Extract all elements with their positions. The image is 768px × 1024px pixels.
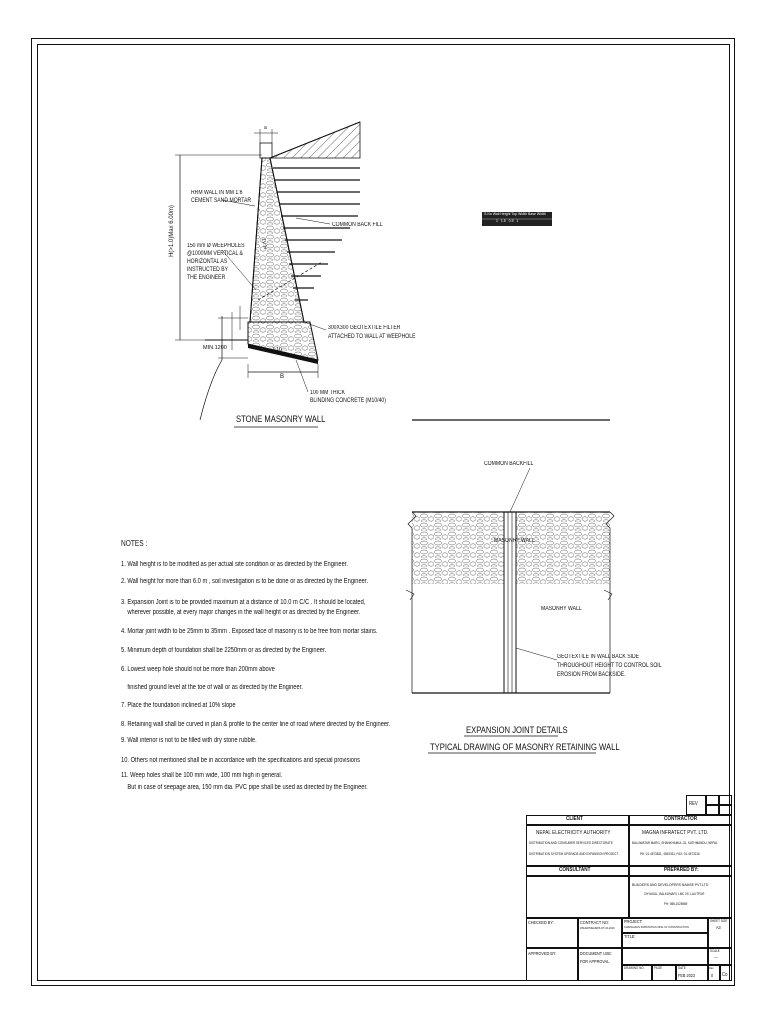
document-value: FOR APPROVAL <box>580 959 610 964</box>
title-label: TITLE: <box>624 934 636 939</box>
label-expansion-geotextile <box>557 654 662 678</box>
rev-no-label: Rev. <box>709 966 715 970</box>
label-blinding-concrete <box>310 390 386 404</box>
label-blinding-line1: 100 MM THICK <box>310 390 346 396</box>
consultant-content-cell <box>526 876 629 918</box>
sheet-size-value: A3 <box>716 925 721 930</box>
date-label: DATE <box>678 966 686 970</box>
contract-label: CONTRACT NO: <box>580 920 610 925</box>
label-weepholes <box>187 243 245 281</box>
scale-value: --- <box>714 955 718 960</box>
page-label: PAGE <box>654 966 663 970</box>
slope-label: 1:10 <box>272 347 282 353</box>
rev-label: REV <box>689 801 698 807</box>
label-weepholes-line4: INSTRUCTED BY <box>187 267 229 273</box>
note-item: 3. Expansion Joint is to be provided maximum at a distance of 10.0 m C/C . It should be located, <box>121 599 366 606</box>
rev-box-3 <box>706 805 719 815</box>
scale-label: SCALE <box>710 949 720 953</box>
label-weepholes-line3: HORIZONTAL AS <box>187 259 228 265</box>
mark-value: Co <box>722 972 728 978</box>
project-label: PROJECT: <box>624 919 643 924</box>
client-name: NEPAL ELECTRICITY AUTHORITY <box>536 830 611 836</box>
label-rrm-line2: CEMENT SAND MORTAR <box>191 198 252 204</box>
note-item: 4. Mortar joint width to be 25mm to 35mm . Exposed face of masonry is to be free from mortar stains. <box>121 628 378 635</box>
rev-box-1 <box>706 795 719 805</box>
document-label: DOCUMENT USE: <box>580 951 613 956</box>
table-stub-row: 1 1.5 0.5 1 <box>496 219 519 223</box>
title-block <box>526 795 732 981</box>
stone-wall-title: STONE MASONRY WALL <box>236 414 326 424</box>
min-dimension-label: MIN.1200 <box>203 345 227 351</box>
label-expansion-masonry-upper: MASONRY WALL <box>494 538 535 544</box>
rev-no-value: 0 <box>711 973 714 978</box>
drawing-no-title-area <box>622 948 708 965</box>
label-rrm-wall <box>191 190 251 204</box>
prepared-line3: PH: 986-1028989 <box>664 902 688 906</box>
note-item: 10. Others not mentioned shall be in accordance with the specifications and special provisions <box>121 757 360 764</box>
sheet-size-label: SHEET SIZE <box>710 919 728 923</box>
contractor-header: CONTRACTOR <box>664 816 698 822</box>
note-item: 1. Wall height is to be modified as per actual site condition or as directed by the Engineer. <box>121 561 348 568</box>
label-common-back-fill: COMMON BACK FILL <box>332 222 383 228</box>
note-item: 9. Wall interior is not to be filled with dry stone rubble. <box>121 737 257 744</box>
label-expansion-backfill: COMMON BACKFILL <box>484 461 534 467</box>
label-geotextile-line1: 300X300 GEOTEXTILE FILTER <box>328 325 401 331</box>
label-geotextile-line2: ATTACHED TO WALL AT WEEPHOLE <box>328 334 416 340</box>
checked-label: CHECKED BY: <box>528 920 554 925</box>
note-item: 2. Wall height for more than 6.0 m , soil investigation is to be done or as directed by the Engineer. <box>121 578 369 585</box>
label-weepholes-line5: THE ENGINEER <box>187 275 226 281</box>
note-item: 7. Place the foundation inclined at 10% slope <box>121 702 236 709</box>
client-line2: DISTRIBUTION AND CONSUMER SERVICES DIRECTORATE <box>529 841 613 845</box>
note-item: 8. Retaining wall shall be curved in plan & profile to the center line of road where directed by the Engineer. <box>121 721 391 728</box>
rev-box-2 <box>719 795 732 805</box>
contractor-line3: PH: 01-4573831, 4593331, FAX: 01-4573216 <box>640 852 700 856</box>
note-item: But in case of seepage area, 150 mm dia. PVC pipe shall be used as directed by the Engineer. <box>121 784 368 791</box>
note-item: wherever possible, at every major changes in the wall height or as directed by the Engineer. <box>121 609 361 616</box>
typical-drawing-title: TYPICAL DRAWING OF MASONRY RETAINING WALL <box>430 742 620 752</box>
top-width-label: a <box>264 125 267 131</box>
label-geotextile-filter <box>328 325 415 340</box>
rev-box-4 <box>719 805 732 815</box>
note-item: 11. Weep holes shall be 100 mm wide, 100 mm high in general. <box>121 772 283 779</box>
contractor-name: MAGNA INFRATECT PVT. LTD. <box>642 830 709 836</box>
drawing-no-label: DRAWING NO. <box>624 966 645 970</box>
notes-heading: NOTES : <box>121 539 148 548</box>
contract-value: DSUEP/NEA/EP/LOT-16-2019 <box>580 926 615 930</box>
prepared-line1: BUILDERS AND DEVELOPERS NAMSE PVT.LTD <box>632 882 709 887</box>
label-weepholes-line2: @1000MM VERTICAL & <box>187 251 243 257</box>
contractor-line2: BALUWATAR MARG, SHANKHAMUL-31, KATHMANDU, NEPAL <box>632 841 718 845</box>
expansion-title: EXPANSION JOINT DETAILS <box>466 725 568 735</box>
label-rrm-line1: RRM WALL IN MM 1:6 <box>191 190 243 196</box>
label-exp-geo-line2: THROUGHOUT HEIGHT TO CONTROL SOIL <box>557 663 662 669</box>
height-dimension-label: H(>1.0)Max 6.00m) <box>168 205 175 257</box>
note-item: 5. Minimum depth of foundation shall be 2250mm or as directed by the Engineer. <box>121 647 327 654</box>
label-expansion-masonry-lower: MASONRY WALL <box>541 606 582 612</box>
project-value: CHAPAGAUN SUBSTATION 33/11 KV CONSTRUCTION <box>624 925 689 929</box>
client-line3: DISTRIBUTION SYSTEM UPGRADE AND EXPANSION PROJECT <box>529 852 619 856</box>
client-header: CLIENT <box>566 816 583 822</box>
table-stub-header: S.No Wall Height Top Width Base Width <box>484 212 546 216</box>
expansion-stone-band-right <box>516 512 610 584</box>
base-width-label: B <box>280 374 285 380</box>
date-value: FEB 2023 <box>678 973 696 978</box>
label-exp-geo-line1: GEOTEXTILE IN WALL BACK SIDE <box>557 654 640 660</box>
consultant-header: CONSULTANT <box>559 867 591 873</box>
expansion-stone-band-left <box>412 512 504 584</box>
note-item: 6. Lowest weep hole should not be more than 200mm above <box>121 666 275 673</box>
approved-label: APPROVED BY: <box>528 951 557 956</box>
batter-label: 1V:H <box>260 237 268 250</box>
label-blinding-line2: BLINDING CONCRETE (M10/40) <box>310 398 386 404</box>
label-weepholes-line1: 150 mm Ø WEEPHOLES <box>187 243 245 249</box>
note-item: finished ground level at the toe of wall or as directed by the Engineer. <box>121 684 303 691</box>
prepared-line2: CHYASAL, BALKUMARI, LMC 09, LALITPUR <box>644 892 705 896</box>
prepared-header: PREPARED BY: <box>664 867 699 873</box>
label-exp-geo-line3: EROSION FROM BACKSIDE. <box>557 672 626 678</box>
